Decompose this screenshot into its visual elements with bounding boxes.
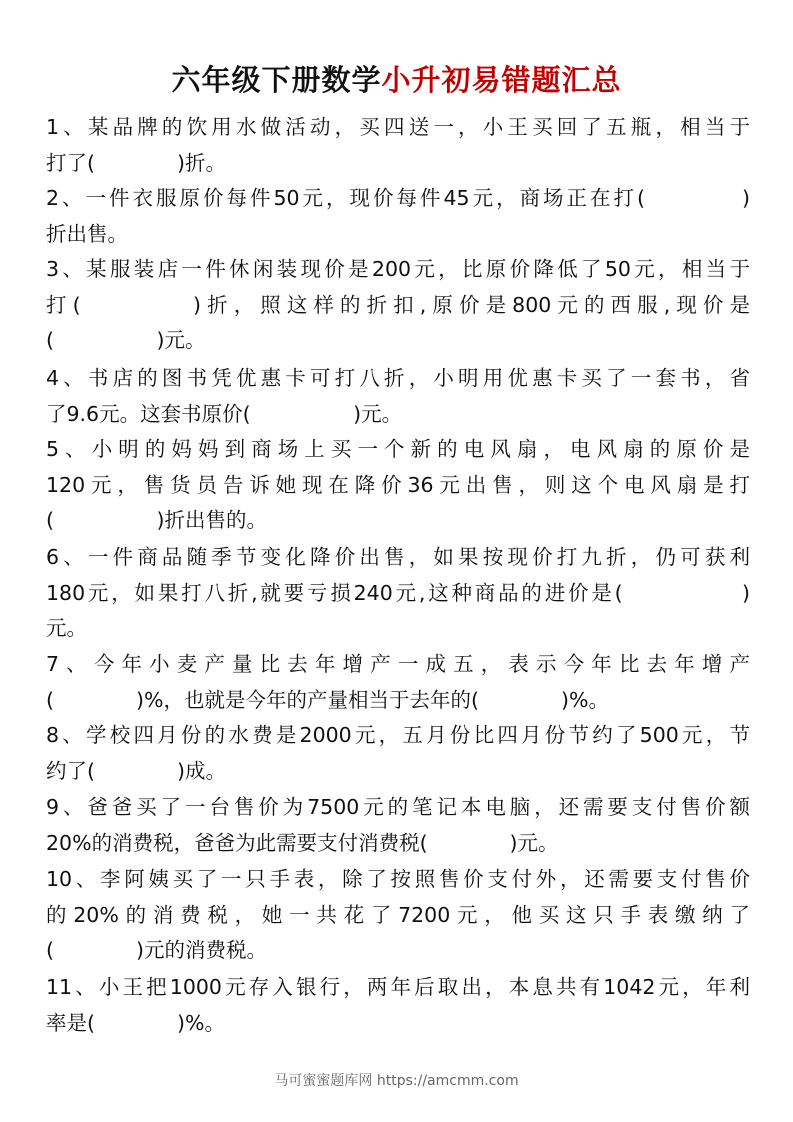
question-11: [46, 970, 750, 1041]
question-line: 1、某品牌的饮用水做活动，买四送一，小王买回了五瓶，相当于: [46, 115, 750, 139]
title-part-2: 小升初易错题汇总: [381, 63, 622, 97]
question-7: [46, 647, 750, 718]
question-line: 4、书店的图书凭优惠卡可打八折，小明用优惠卡买了一套书，省: [46, 366, 750, 390]
question-line: 约了( )成。: [46, 758, 226, 783]
page-title: [0, 58, 793, 99]
question-line: 5、小明的妈妈到商场上买一个新的电风扇，电风扇的原价是: [46, 437, 750, 461]
question-line: 10、李阿姨买了一只手表，除了按照售价支付外，还需要支付售价: [46, 867, 750, 891]
question-line: 20%的消费税，爸爸为此需要支付消费税( )元。: [46, 830, 559, 855]
question-line: 了9.6元。这套书原价( )元。: [46, 401, 403, 426]
question-line: 11、小王把1000元存入银行，两年后取出，本息共有1042元，年利: [46, 975, 750, 999]
question-9: [46, 790, 750, 861]
question-line: 打了( )折。: [46, 150, 226, 175]
question-1: [46, 110, 750, 181]
question-line: 打( )折，照这样的折扣,原价是800元的西服,现价是: [46, 292, 750, 317]
question-line: ( )元的消费税。: [46, 938, 267, 962]
question-5: [46, 432, 750, 539]
question-line: 3、某服装店一件休闲装现价是200元，比原价降低了50元，相当于: [46, 257, 750, 281]
question-line: 8、学校四月份的水费是2000元，五月份比四月份节约了500元，节: [46, 723, 750, 747]
question-line: ( )%，也就是今年的产量相当于去年的( )%。: [46, 687, 609, 712]
question-line: 的20%的消费税，她一共花了7200元，他买这只手表缴纳了: [46, 902, 750, 927]
question-line: 2、一件衣服原价每件50元，现价每件45元，商场正在打( ): [46, 186, 750, 210]
question-line: ( )折出售的。: [46, 508, 267, 532]
question-6: [46, 540, 750, 647]
footer-watermark: 马可蜜蜜题库网 https://amcmm.com: [274, 1073, 519, 1089]
question-4: [46, 361, 750, 432]
question-line: ( )元。: [46, 328, 206, 352]
question-3: [46, 252, 750, 359]
question-2: [46, 181, 750, 252]
title-part-1: 六年级下册数学: [171, 63, 382, 97]
question-line: 6、一件商品随季节变化降价出售，如果按现价打九折，仍可获利: [46, 545, 750, 569]
question-line: 120元，售货员告诉她现在降价36元出售，则这个电风扇是打: [46, 472, 750, 497]
question-line: 率是( )%。: [46, 1010, 225, 1035]
question-8: [46, 718, 750, 789]
question-line: 180元，如果打八折,就要亏损240元,这种商品的进价是( ): [46, 580, 750, 605]
question-10: [46, 862, 750, 969]
question-line: 7、今年小麦产量比去年增产一成五，表示今年比去年增产: [46, 652, 750, 676]
question-line: 9、爸爸买了一台售价为7500元的笔记本电脑，还需要支付售价额: [46, 795, 750, 819]
question-line: 元。: [46, 616, 87, 640]
question-line: 折出售。: [46, 221, 128, 246]
